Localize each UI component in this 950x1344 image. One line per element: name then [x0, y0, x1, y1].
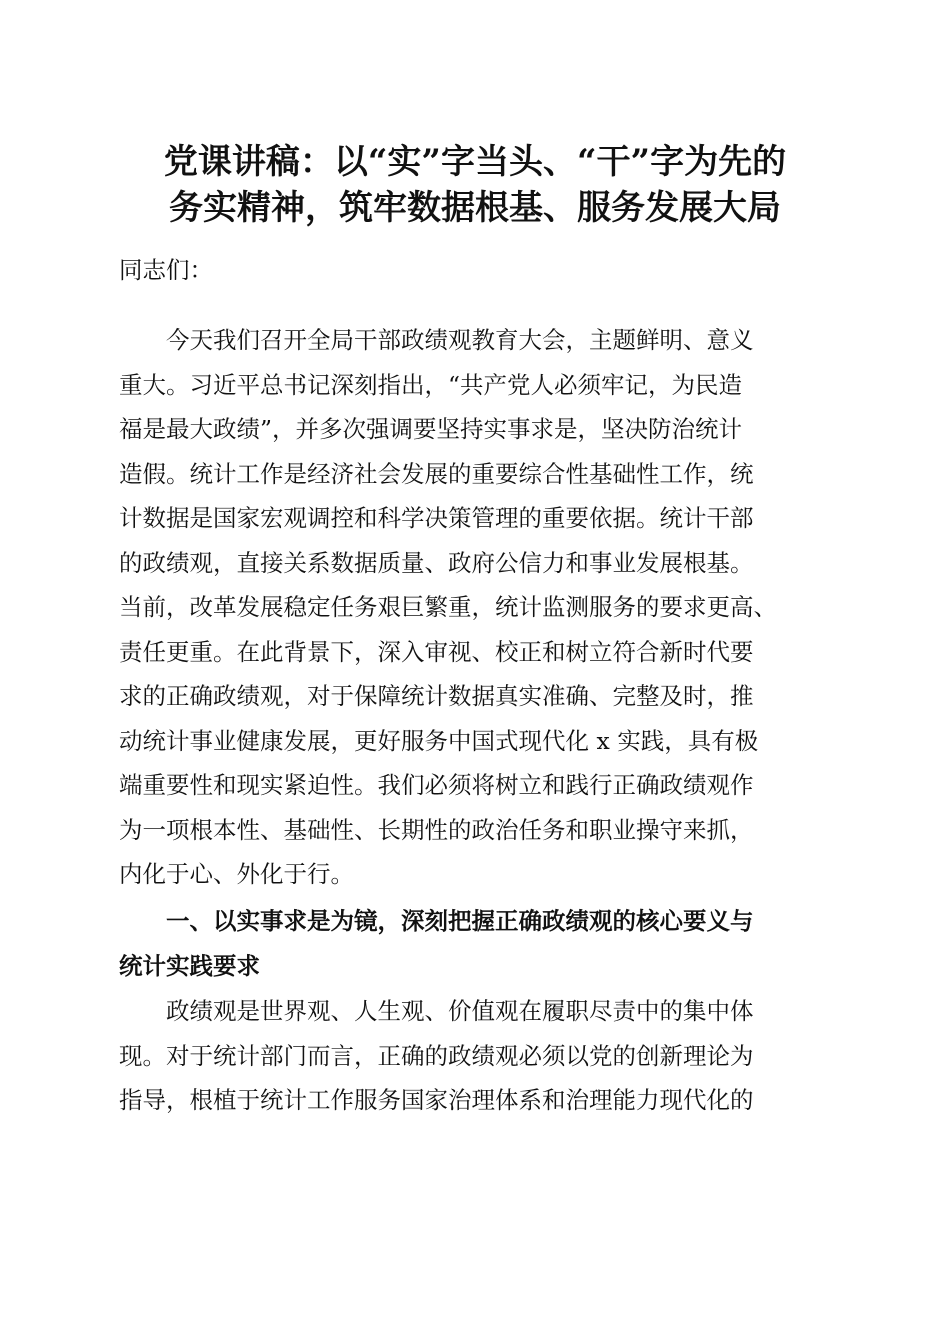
paragraph-2-line-2: 现。对于统计部门而言，正确的政绩观必须以党的创新理论为: [119, 1041, 754, 1070]
paragraph-1-line-6: 的政绩观，直接关系数据质量、政府公信力和事业发展根基。: [119, 548, 754, 577]
paragraph-1-line-11: 端重要性和现实紧迫性。我们必须将树立和践行正确政绩观作: [119, 771, 754, 799]
paragraph-1-line-4: 造假。统计工作是经济社会发展的重要综合性基础性工作，统: [119, 459, 754, 488]
paragraph-2-line-3: 指导，根植于统计工作服务国家治理体系和治理能力现代化的: [119, 1086, 754, 1114]
paragraph-1-line-12: 为一项根本性、基础性、长期性的政治任务和职业操守来抓，: [119, 815, 754, 844]
document-title-line-2: 务实精神，筑牢数据根基、服务发展大局: [169, 188, 781, 228]
paragraph-1-line-5: 计数据是国家宏观调控和科学决策管理的重要依据。统计干部: [119, 504, 754, 532]
paragraph-2-line-1: 政绩观是世界观、人生观、价值观在履职尽责中的集中体: [119, 997, 754, 1025]
paragraph-1-line-8: 责任更重。在此背景下，深入审视、校正和树立符合新时代要: [119, 637, 754, 666]
paragraph-1-line-7: 当前，改革发展稳定任务艰巨繁重，统计监测服务的要求更高、: [119, 593, 777, 621]
paragraph-1-line-9: 求的正确政绩观，对于保障统计数据真实准确、完整及时，推: [119, 682, 754, 710]
paragraph-1-line-2: 重大。习近平总书记深刻指出，“共产党人必须牢记，为民造: [119, 370, 743, 399]
paragraph-1-line-3: 福是最大政绩”，并多次强调要坚持实事求是，坚决防治统计: [119, 415, 743, 443]
section-heading-1-line-2: 统计实践要求: [119, 951, 260, 980]
document-title-line-1: 党课讲稿：以“实”字当头、“干”字为先的: [163, 142, 787, 182]
salutation: 同志们：: [119, 256, 213, 284]
section-heading-1-line-1: 一、以实事求是为镜，深刻把握正确政绩观的核心要义与: [119, 907, 754, 935]
paragraph-1-line-13: 内化于心、外化于行。: [119, 860, 354, 888]
paragraph-1-line-1: 今天我们召开全局干部政绩观教育大会，主题鲜明、意义: [119, 326, 754, 354]
paragraph-1-line-10: 动统计事业健康发展，更好服务中国式现代化 x 实践，具有极: [119, 726, 759, 755]
